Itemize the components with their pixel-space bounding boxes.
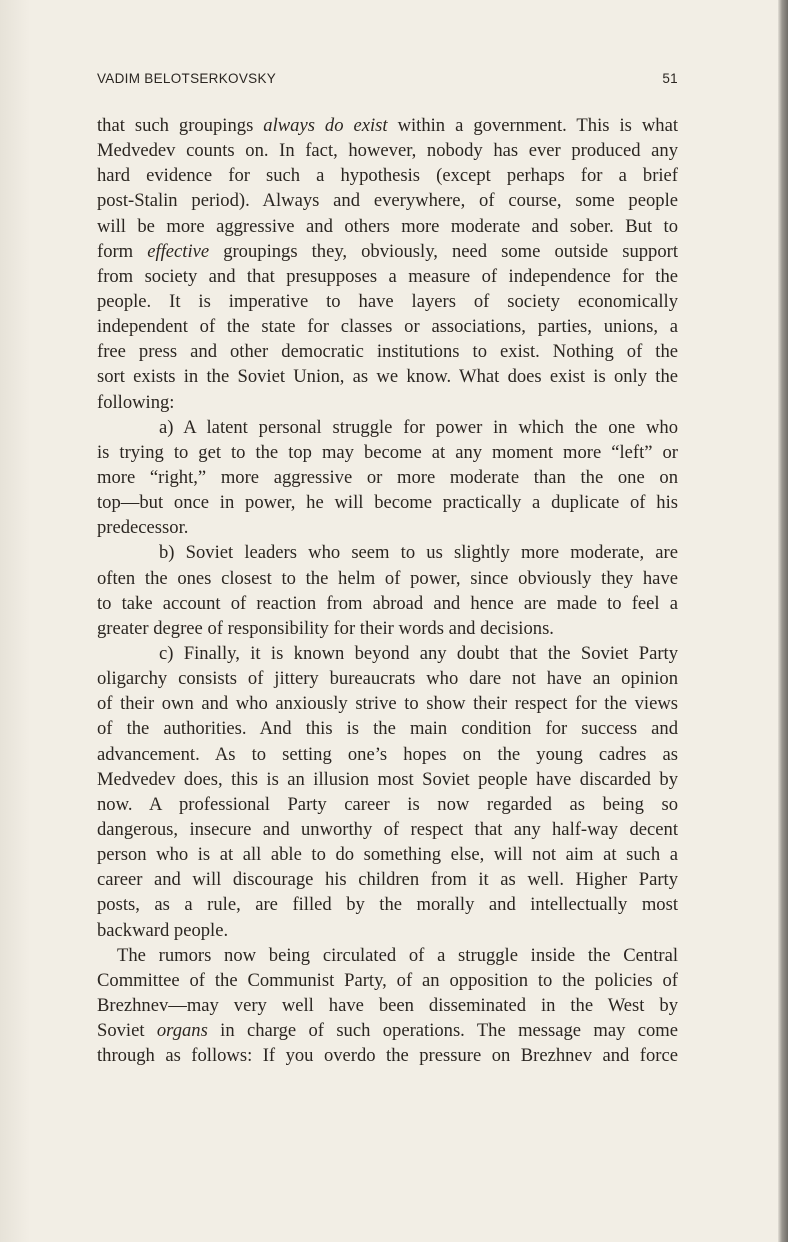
text-segment: hard evidence for such a hypothesis (except perhaps for a brief [97, 165, 678, 187]
text-line [97, 289, 678, 314]
text-segment: now. A professional Party career is now regarded as being so [97, 793, 678, 815]
text-line [97, 314, 678, 339]
text-segment: of their own and who anxiously strive to show their respect for the views [97, 693, 678, 715]
text-line [97, 641, 678, 666]
text-line [97, 188, 678, 213]
text-line [97, 1043, 678, 1068]
text-segment: dangerous, insecure and unworthy of respect that any half-way decent [97, 818, 678, 840]
text-segment: c) Finally, it is known beyond any doubt that the Soviet Party [159, 642, 678, 664]
text-segment: greater degree of responsibility for their words and decisions. [97, 617, 554, 639]
text-segment: Brezhnev—may very well have been disseminated in the West by [97, 994, 678, 1016]
italic-text: always do exist [263, 115, 388, 136]
text-line [97, 515, 678, 540]
italic-text: organs [156, 1020, 208, 1042]
text-segment: Medvedev counts on. In fact, however, nobody has ever produced any [97, 140, 678, 162]
text-line [97, 591, 678, 616]
page-number: 51 [662, 71, 678, 86]
text-line [97, 1018, 678, 1043]
text-segment: people. It is imperative to have layers of society economically [97, 290, 678, 312]
page-gutter-shadow [0, 0, 30, 1242]
text-segment: form [97, 240, 148, 262]
text-line [97, 214, 678, 239]
text-segment: advancement. As to setting one’s hopes on the young cadres as [97, 743, 678, 765]
text-line [97, 918, 678, 943]
text-line [97, 892, 678, 917]
running-head-title: VADIM BELOTSERKOVSKY [97, 71, 277, 86]
text-segment: following: [97, 391, 175, 413]
text-line [97, 440, 678, 465]
text-line [97, 943, 678, 968]
text-segment: groupings they, obviously, need some outside support [209, 240, 678, 262]
text-line [97, 390, 678, 415]
text-line [97, 867, 678, 892]
text-line [97, 666, 678, 691]
text-line [97, 691, 678, 716]
text-segment: Medvedev does, this is an illusion most Soviet people have discarded by [97, 768, 678, 790]
text-segment: posts, as a rule, are filled by the morally and intellectually most [97, 894, 678, 916]
text-segment: a) A latent personal struggle for power in which the one who [159, 416, 678, 438]
text-segment: through as follows: If you overdo the pressure on Brezhnev and force [97, 1045, 678, 1067]
text-line [97, 616, 678, 641]
text-line [97, 364, 678, 389]
text-line [97, 415, 678, 440]
text-segment: free press and other democratic institutions to exist. Nothing of the [97, 341, 678, 363]
text-line [97, 113, 678, 138]
text-line [97, 817, 678, 842]
text-line [97, 968, 678, 993]
text-segment: in charge of such operations. The message may come [207, 1020, 678, 1042]
text-line [97, 163, 678, 188]
text-line [97, 792, 678, 817]
text-segment: is trying to get to the top may become at any moment more “left” or [97, 441, 678, 463]
text-segment: often the ones closest to the helm of power, since obviously they have [97, 567, 678, 589]
text-line [97, 490, 678, 515]
text-segment: backward people. [97, 919, 229, 941]
text-segment: top—but once in power, he will become practically a duplicate of his [97, 492, 678, 514]
text-segment: sort exists in the Soviet Union, as we know. What does exist is only the [97, 366, 678, 388]
page-edge [778, 0, 788, 1242]
text-segment: predecessor. [97, 517, 189, 539]
text-segment: to take account of reaction from abroad and hence are made to feel a [97, 592, 678, 614]
text-line [97, 566, 678, 591]
text-segment: The rumors now being circulated of a struggle inside the Central [117, 944, 678, 966]
text-segment: that such groupings [97, 115, 264, 136]
text-segment: within a government. This is what [387, 115, 678, 136]
text-line [97, 138, 678, 163]
italic-text: effective [147, 240, 210, 262]
text-line [97, 540, 678, 565]
text-line [97, 465, 678, 490]
text-segment: of the authorities. And this is the main condition for success and [97, 718, 678, 740]
text-line [97, 339, 678, 364]
text-segment: more “right,” more aggressive or more moderate than the one on [97, 466, 678, 488]
text-line [97, 767, 678, 792]
text-segment: from society and that presupposes a measure of independence for the [97, 265, 678, 287]
text-segment: Committee of the Communist Party, of an opposition to the policies of [97, 969, 678, 991]
text-segment: post-Stalin period). Always and everywhere, of course, some people [97, 190, 678, 212]
text-line [97, 742, 678, 767]
text-line [97, 716, 678, 741]
text-segment: career and will discourage his children from it as well. Higher Party [97, 869, 678, 891]
text-segment: person who is at all able to do something else, will not aim at such a [97, 844, 678, 866]
text-line [97, 993, 678, 1018]
text-segment: Soviet [97, 1020, 157, 1042]
text-line [97, 264, 678, 289]
text-line [97, 239, 678, 264]
text-segment: will be more aggressive and others more moderate and sober. But to [97, 215, 678, 237]
text-line [97, 842, 678, 867]
body-text [97, 113, 678, 1068]
text-segment: b) Soviet leaders who seem to us slightly more moderate, are [159, 542, 678, 564]
text-segment: independent of the state for classes or associations, parties, unions, a [97, 316, 678, 338]
text-segment: oligarchy consists of jittery bureaucrats who dare not have an opinion [97, 668, 678, 690]
running-header [97, 71, 678, 89]
